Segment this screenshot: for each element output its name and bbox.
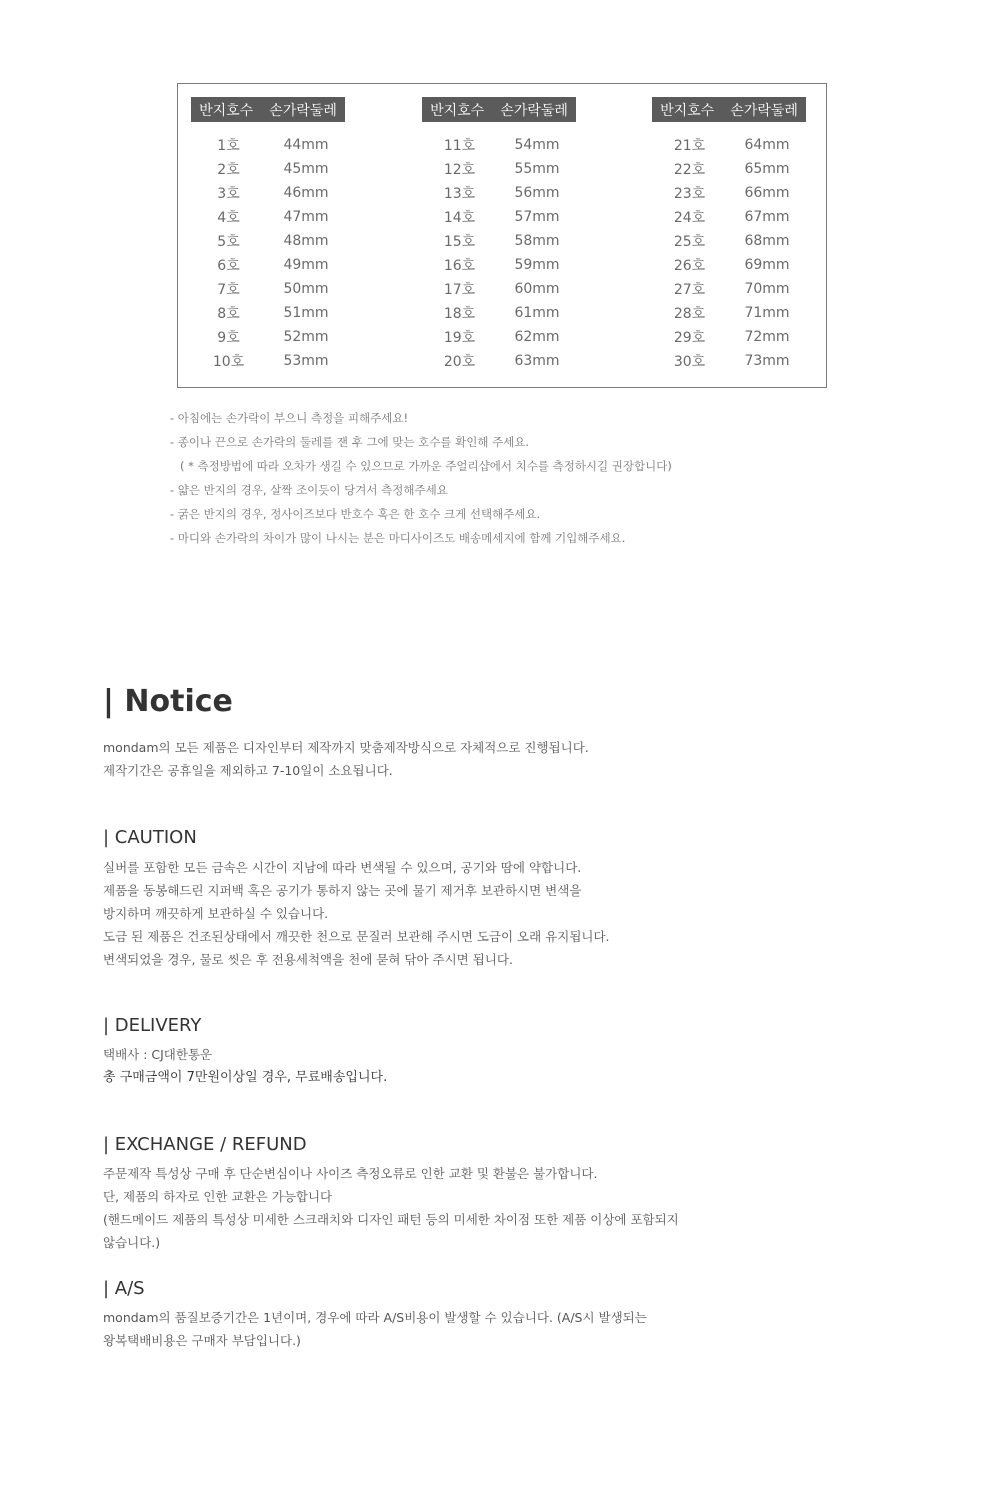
ring-size: 20호 <box>443 354 476 370</box>
ring-size: 24호 <box>673 210 706 226</box>
table-row <box>422 277 576 301</box>
column-header <box>191 97 345 122</box>
circumference: 60mm <box>514 281 560 297</box>
size-column-3 <box>652 97 806 373</box>
circumference: 48mm <box>283 233 329 249</box>
circumference: 73mm <box>744 353 790 369</box>
table-row <box>191 181 345 205</box>
circumference: 72mm <box>744 329 790 345</box>
ring-size: 11호 <box>443 138 476 154</box>
ring-size: 12호 <box>443 162 476 178</box>
circumference: 51mm <box>283 305 329 321</box>
circumference: 49mm <box>283 257 329 273</box>
ring-size: 30호 <box>673 354 706 370</box>
header-ring-size: 반지호수 <box>430 102 485 119</box>
circumference: 66mm <box>744 185 790 201</box>
circumference: 69mm <box>744 257 790 273</box>
ring-size: 7호 <box>217 282 240 298</box>
tip-line: - 아침에는 손가락이 부으니 측정을 피해주세요! <box>170 411 409 425</box>
circumference: 57mm <box>514 209 560 225</box>
table-row <box>652 157 806 181</box>
tip-line: - 마디와 손가락의 차이가 많이 나시는 분은 마디사이즈도 배송메세지에 함께 기입해주세요. <box>170 531 626 545</box>
as-text <box>103 1306 703 1352</box>
table-row <box>652 349 806 373</box>
ring-size: 5호 <box>217 234 240 250</box>
ring-size: 27호 <box>673 282 706 298</box>
tip-line: - 굵은 반지의 경우, 정사이즈보다 반호수 혹은 한 호수 크게 선택해주세요. <box>170 507 541 521</box>
ring-size: 6호 <box>217 258 240 274</box>
delivery-courier: 택배사 : CJ대한통운 <box>103 1047 213 1062</box>
table-row <box>191 325 345 349</box>
table-row <box>422 301 576 325</box>
measuring-tips <box>170 406 672 550</box>
as-title: | A/S <box>103 1278 145 1299</box>
header-finger-circumference: 손가락둘레 <box>730 102 798 119</box>
circumference: 64mm <box>744 137 790 153</box>
ring-size: 19호 <box>443 330 476 346</box>
table-row <box>652 181 806 205</box>
table-row <box>191 205 345 229</box>
circumference: 62mm <box>514 329 560 345</box>
circumference: 54mm <box>514 137 560 153</box>
table-row <box>652 205 806 229</box>
circumference: 68mm <box>744 233 790 249</box>
circumference: 47mm <box>283 209 329 225</box>
notice-title: | Notice <box>103 684 233 719</box>
exchange-line: 주문제작 특성상 구매 후 단순변심이나 사이즈 측정오류로 인한 교환 및 환불은 불가합니다. <box>103 1166 598 1181</box>
column-header <box>652 97 806 122</box>
size-rows <box>191 133 345 373</box>
ring-size: 15호 <box>443 234 476 250</box>
ring-size: 28호 <box>673 306 706 322</box>
table-row <box>191 301 345 325</box>
table-row <box>422 157 576 181</box>
ring-size: 1호 <box>217 138 240 154</box>
caution-line: 실버를 포함한 모든 금속은 시간이 지남에 따라 변색될 수 있으며, 공기와 땀에 약합니다. <box>103 860 582 875</box>
as-line: 왕복택배비용은 구매자 부담입니다.) <box>103 1333 301 1348</box>
delivery-free-shipping: 총 구매금액이 7만원이상일 경우, 무료배송입니다. <box>103 1070 388 1085</box>
circumference: 58mm <box>514 233 560 249</box>
notice-line: 제작기간은 공휴일을 제외하고 7-10일이 소요됩니다. <box>103 763 393 778</box>
caution-line: 도금 된 제품은 건조된상태에서 깨끗한 천으로 문질러 보관해 주시면 도금이 오래 유지됩니다. <box>103 929 610 944</box>
ring-size: 4호 <box>217 210 240 226</box>
notice-line: mondam의 모든 제품은 디자인부터 제작까지 맞춤제작방식으로 자체적으로 진행됩니다. <box>103 740 589 755</box>
ring-size: 26호 <box>673 258 706 274</box>
delivery-title: | DELIVERY <box>103 1015 202 1036</box>
circumference: 63mm <box>514 353 560 369</box>
table-row <box>191 229 345 253</box>
circumference: 71mm <box>744 305 790 321</box>
exchange-text <box>103 1162 703 1254</box>
table-row <box>652 277 806 301</box>
ring-size: 16호 <box>443 258 476 274</box>
table-row <box>652 325 806 349</box>
tip-line: - 얇은 반지의 경우, 살짝 조이듯이 당겨서 측정해주세요 <box>170 483 448 497</box>
caution-line: 제품을 동봉해드린 지퍼백 혹은 공기가 통하지 않는 곳에 물기 제거후 보관하시면 변색을 <box>103 883 582 898</box>
caution-line: 변색되었을 경우, 물로 씻은 후 전용세척액을 천에 묻혀 닦아 주시면 됩니다. <box>103 952 513 967</box>
table-row <box>191 133 345 157</box>
ring-size: 21호 <box>673 138 706 154</box>
table-row <box>422 325 576 349</box>
ring-size: 18호 <box>443 306 476 322</box>
circumference: 53mm <box>283 353 329 369</box>
table-row <box>422 349 576 373</box>
circumference: 56mm <box>514 185 560 201</box>
size-rows <box>652 133 806 373</box>
ring-size: 13호 <box>443 186 476 202</box>
circumference: 67mm <box>744 209 790 225</box>
delivery-text <box>103 1043 703 1089</box>
circumference: 59mm <box>514 257 560 273</box>
size-column-1 <box>191 97 345 373</box>
table-row <box>652 133 806 157</box>
as-line: mondam의 품질보증기간은 1년이며, 경우에 따라 A/S비용이 발생할 수 있습니다. (A/S시 발생되는 <box>103 1310 647 1325</box>
notice-text <box>103 736 703 782</box>
ring-size: 29호 <box>673 330 706 346</box>
table-row <box>652 301 806 325</box>
caution-line: 방지하며 깨끗하게 보관하실 수 있습니다. <box>103 906 329 921</box>
ring-size-table <box>177 83 827 388</box>
circumference: 50mm <box>283 281 329 297</box>
table-row <box>422 229 576 253</box>
caution-text <box>103 856 703 971</box>
table-row <box>191 157 345 181</box>
header-ring-size: 반지호수 <box>199 102 254 119</box>
circumference: 70mm <box>744 281 790 297</box>
circumference: 61mm <box>514 305 560 321</box>
ring-size: 14호 <box>443 210 476 226</box>
exchange-line: 단, 제품의 하자로 인한 교환은 가능합니다 <box>103 1189 333 1204</box>
circumference: 65mm <box>744 161 790 177</box>
exchange-line: (핸드메이드 제품의 특성상 미세한 스크래치와 디자인 패턴 등의 미세한 차이점 또한 제품 이상에 포함되지 <box>103 1212 679 1227</box>
ring-size: 9호 <box>217 330 240 346</box>
caution-title: | CAUTION <box>103 827 197 848</box>
exchange-title: | EXCHANGE / REFUND <box>103 1134 307 1155</box>
table-row <box>191 349 345 373</box>
ring-size: 25호 <box>673 234 706 250</box>
tip-line: - 종이나 끈으로 손가락의 둘레를 잰 후 그에 맞는 호수를 확인해 주세요. <box>170 435 530 449</box>
tip-note: ( * 측정방법에 따라 오차가 생길 수 있으므로 가까운 주얼리샵에서 치수를 측정하시길 권장합니다) <box>180 459 672 473</box>
column-header <box>422 97 576 122</box>
circumference: 55mm <box>514 161 560 177</box>
ring-size: 23호 <box>673 186 706 202</box>
table-row <box>652 253 806 277</box>
table-row <box>191 277 345 301</box>
ring-size: 2호 <box>217 162 240 178</box>
ring-size: 8호 <box>217 306 240 322</box>
ring-size: 17호 <box>443 282 476 298</box>
table-row <box>191 253 345 277</box>
table-row <box>422 253 576 277</box>
circumference: 45mm <box>283 161 329 177</box>
size-rows <box>422 133 576 373</box>
ring-size: 3호 <box>217 186 240 202</box>
header-ring-size: 반지호수 <box>660 102 715 119</box>
table-row <box>422 133 576 157</box>
header-finger-circumference: 손가락둘레 <box>500 102 568 119</box>
exchange-line: 않습니다.) <box>103 1235 161 1250</box>
ring-size: 10호 <box>212 354 245 370</box>
circumference: 44mm <box>283 137 329 153</box>
table-row <box>422 181 576 205</box>
ring-size: 22호 <box>673 162 706 178</box>
table-row <box>652 229 806 253</box>
circumference: 52mm <box>283 329 329 345</box>
header-finger-circumference: 손가락둘레 <box>269 102 337 119</box>
size-column-2 <box>422 97 576 373</box>
table-row <box>422 205 576 229</box>
circumference: 46mm <box>283 185 329 201</box>
